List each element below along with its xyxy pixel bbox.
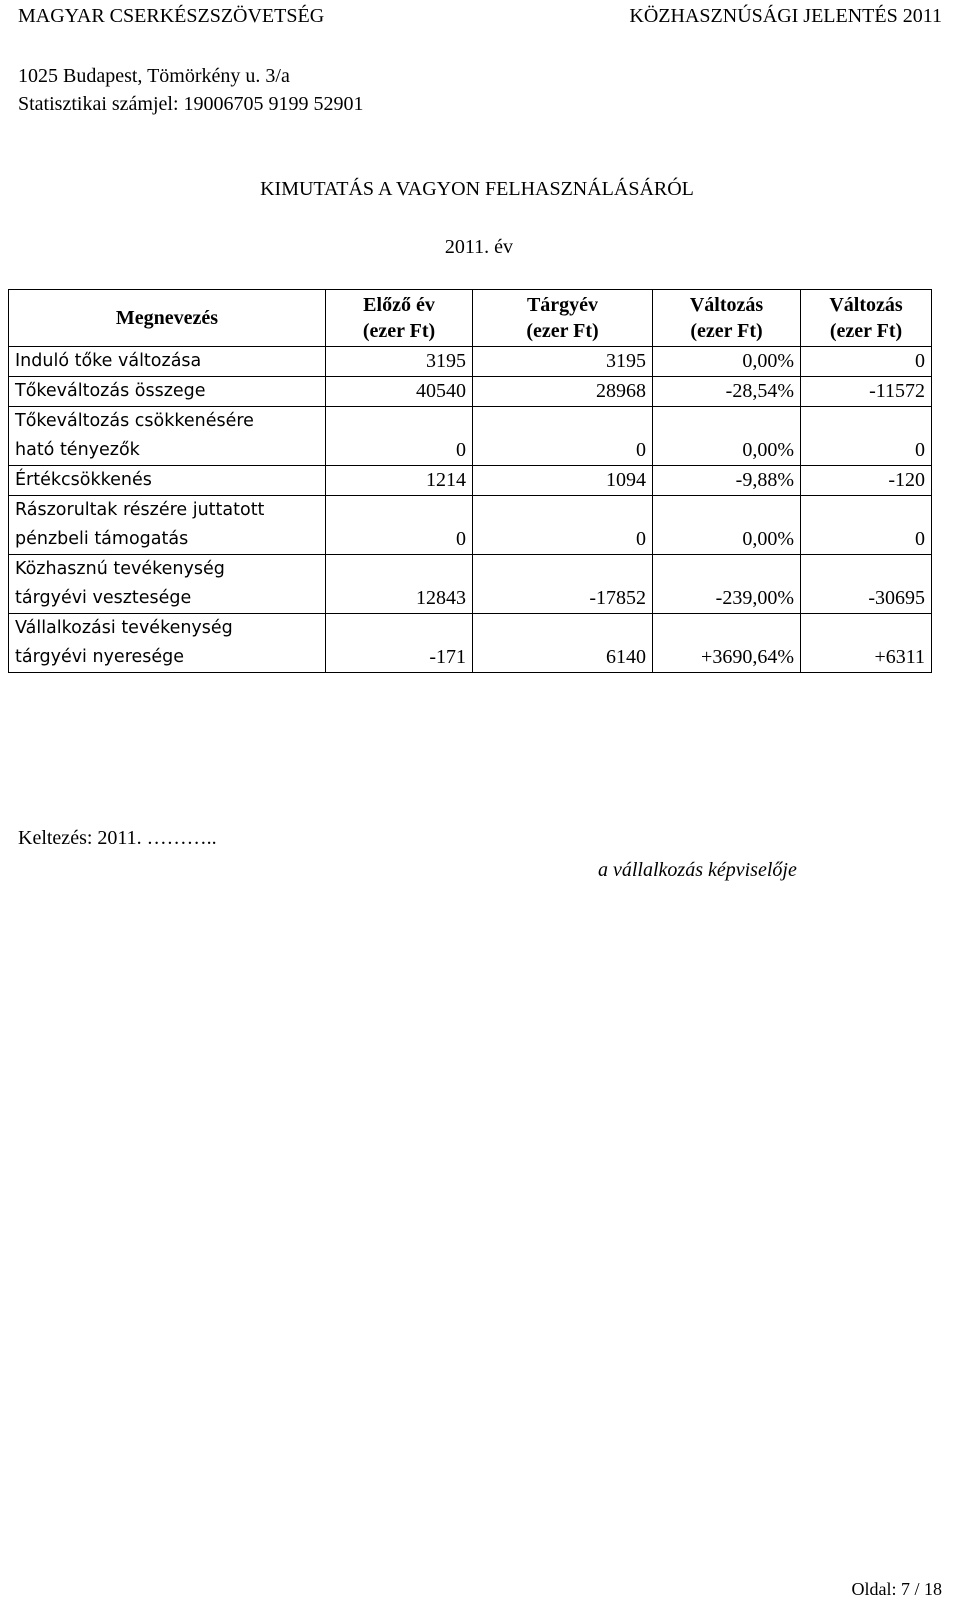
row-label: Induló tőke változása	[9, 347, 326, 377]
change-amount-value: -30695	[801, 555, 932, 614]
signatory-label: a vállalkozás képviselője	[598, 859, 797, 881]
table-row	[9, 377, 932, 407]
previous-year-value: 0	[326, 496, 473, 555]
row-label: Tőkeváltozás összege	[9, 377, 326, 407]
table-row	[9, 347, 932, 377]
change-amount-value: 0	[801, 347, 932, 377]
table-row	[9, 614, 932, 673]
change-percent-value: -9,88%	[653, 466, 801, 496]
column-header-name: Megnevezés	[9, 290, 326, 347]
current-year-value: 0	[473, 407, 653, 466]
current-year-value: 3195	[473, 347, 653, 377]
address: 1025 Budapest, Tömörkény u. 3/a	[18, 65, 290, 87]
change-percent-value: 0,00%	[653, 347, 801, 377]
row-label: Értékcsökkenés	[9, 466, 326, 496]
previous-year-value: -171	[326, 614, 473, 673]
page-number: Oldal: 7 / 18	[851, 1579, 942, 1599]
change-percent-value: +3690,64%	[653, 614, 801, 673]
previous-year-value: 40540	[326, 377, 473, 407]
change-percent-value: -28,54%	[653, 377, 801, 407]
table-row	[9, 407, 932, 466]
change-amount-value: 0	[801, 496, 932, 555]
column-header-current-year: Tárgyév (ezer Ft)	[473, 290, 653, 347]
asset-usage-table	[8, 289, 932, 673]
change-percent-value: 0,00%	[653, 407, 801, 466]
date-line: Keltezés: 2011. ………..	[18, 827, 217, 849]
table-row	[9, 496, 932, 555]
row-label: Vállalkozási tevékenység tárgyévi nyeresége	[9, 614, 326, 673]
report-title: KÖZHASZNÚSÁGI JELENTÉS 2011	[629, 5, 942, 27]
row-label: Rászorultak részére juttatott pénzbeli támogatás	[9, 496, 326, 555]
organization-name: MAGYAR CSERKÉSZSZÖVETSÉG	[18, 5, 325, 27]
current-year-value: 0	[473, 496, 653, 555]
change-amount-value: +6311	[801, 614, 932, 673]
column-header-change-percent: Változás (ezer Ft)	[653, 290, 801, 347]
change-percent-value: 0,00%	[653, 496, 801, 555]
row-label: Közhasznú tevékenység tárgyévi vesztesége	[9, 555, 326, 614]
current-year-value: 1094	[473, 466, 653, 496]
document-title: KIMUTATÁS A VAGYON FELHASZNÁLÁSÁRÓL	[260, 178, 694, 200]
column-header-previous-year: Előző év (ezer Ft)	[326, 290, 473, 347]
row-label: Tőkeváltozás csökkenésére ható tényezők	[9, 407, 326, 466]
previous-year-value: 12843	[326, 555, 473, 614]
current-year-value: 28968	[473, 377, 653, 407]
change-amount-value: -11572	[801, 377, 932, 407]
current-year-value: -17852	[473, 555, 653, 614]
column-header-change-amount: Változás (ezer Ft)	[801, 290, 932, 347]
table-row	[9, 555, 932, 614]
document-year: 2011. év	[444, 236, 514, 258]
current-year-value: 6140	[473, 614, 653, 673]
change-amount-value: -120	[801, 466, 932, 496]
previous-year-value: 3195	[326, 347, 473, 377]
table-header-row	[9, 290, 932, 347]
table-row	[9, 466, 932, 496]
change-amount-value: 0	[801, 407, 932, 466]
statistical-id: Statisztikai számjel: 19006705 9199 52901	[18, 93, 364, 115]
previous-year-value: 0	[326, 407, 473, 466]
change-percent-value: -239,00%	[653, 555, 801, 614]
previous-year-value: 1214	[326, 466, 473, 496]
